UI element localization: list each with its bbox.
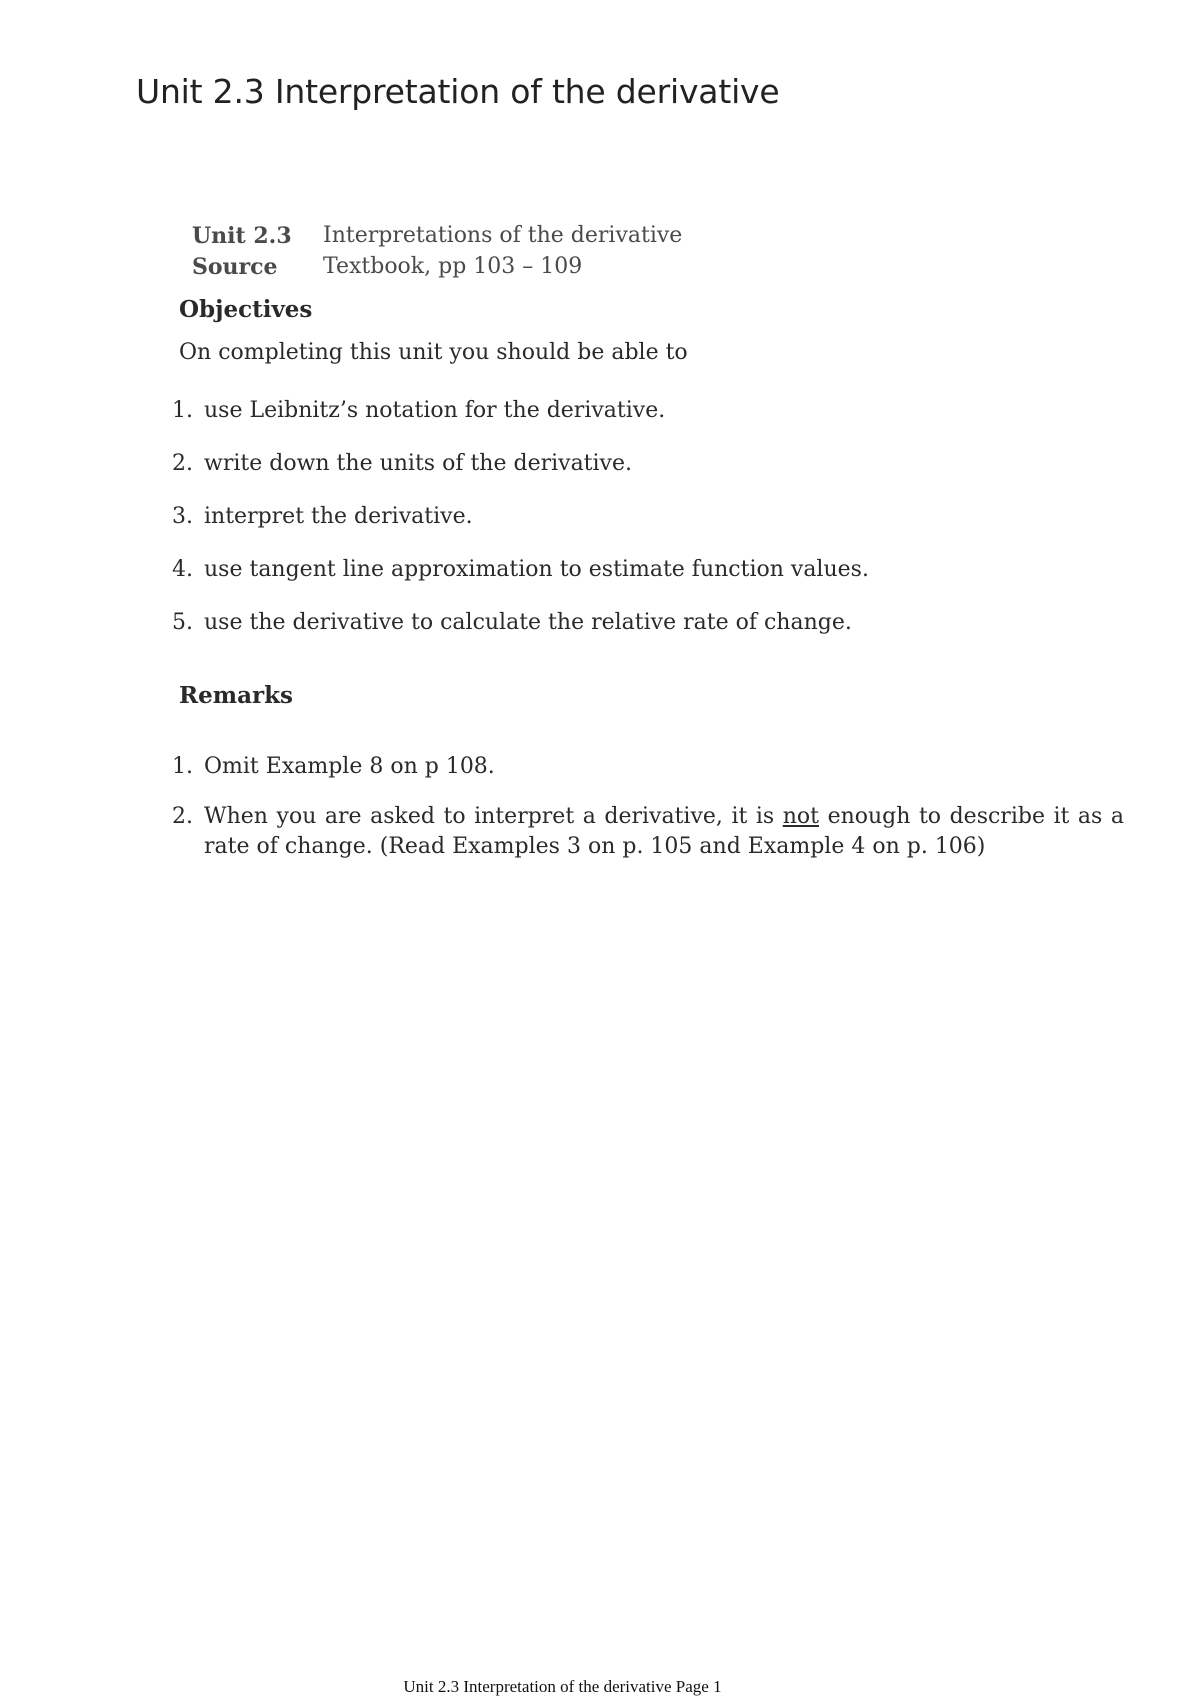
- list-item: [172, 610, 869, 663]
- unit-value: Interpretations of the derivative: [323, 223, 683, 248]
- item-text: Omit Example 8 on p 108.: [204, 754, 495, 779]
- item-text-before: When you are asked to interpret a derivative, it is: [204, 804, 783, 829]
- item-number: 1.: [172, 754, 193, 779]
- item-text: use tangent line approximation to estimate function values.: [204, 557, 869, 582]
- list-item: [172, 557, 869, 610]
- remarks-list: [172, 752, 1124, 882]
- objectives-list: [172, 398, 869, 663]
- list-item: [172, 451, 869, 504]
- item-text: use the derivative to calculate the relative rate of change.: [204, 610, 852, 635]
- source-label: Source: [192, 254, 278, 280]
- item-number: 2.: [172, 451, 193, 476]
- emphasis-text: not: [782, 804, 820, 829]
- list-item: [172, 802, 1124, 862]
- item-text: use Leibnitz’s notation for the derivative.: [204, 398, 666, 423]
- page-title: Unit 2.3 Interpretation of the derivative: [136, 72, 780, 111]
- item-number: 3.: [172, 504, 193, 529]
- item-number: 4.: [172, 557, 193, 582]
- item-text: write down the units of the derivative.: [204, 451, 633, 476]
- item-number: 2.: [172, 804, 193, 829]
- source-row: [192, 254, 582, 280]
- list-item: [172, 752, 1124, 782]
- unit-row: [192, 223, 682, 249]
- item-number: 5.: [172, 610, 193, 635]
- list-item: [172, 398, 869, 451]
- item-text: interpret the derivative.: [204, 504, 473, 529]
- page-footer: Unit 2.3 Interpretation of the derivative Page 1: [403, 1677, 722, 1696]
- objectives-heading: Objectives: [179, 296, 313, 323]
- source-value: Textbook, pp 103 – 109: [323, 254, 583, 279]
- item-number: 1.: [172, 398, 193, 423]
- list-item: [172, 504, 869, 557]
- remarks-heading: Remarks: [179, 682, 293, 709]
- objectives-intro: On completing this unit you should be able to: [179, 340, 688, 365]
- unit-label: Unit 2.3: [192, 223, 292, 249]
- item-text: [204, 802, 1124, 862]
- item-text-after: enough to describe it as a rate of change. (Read Examples 3 on p. 105 and Example 4 on p. 106): [204, 804, 1125, 859]
